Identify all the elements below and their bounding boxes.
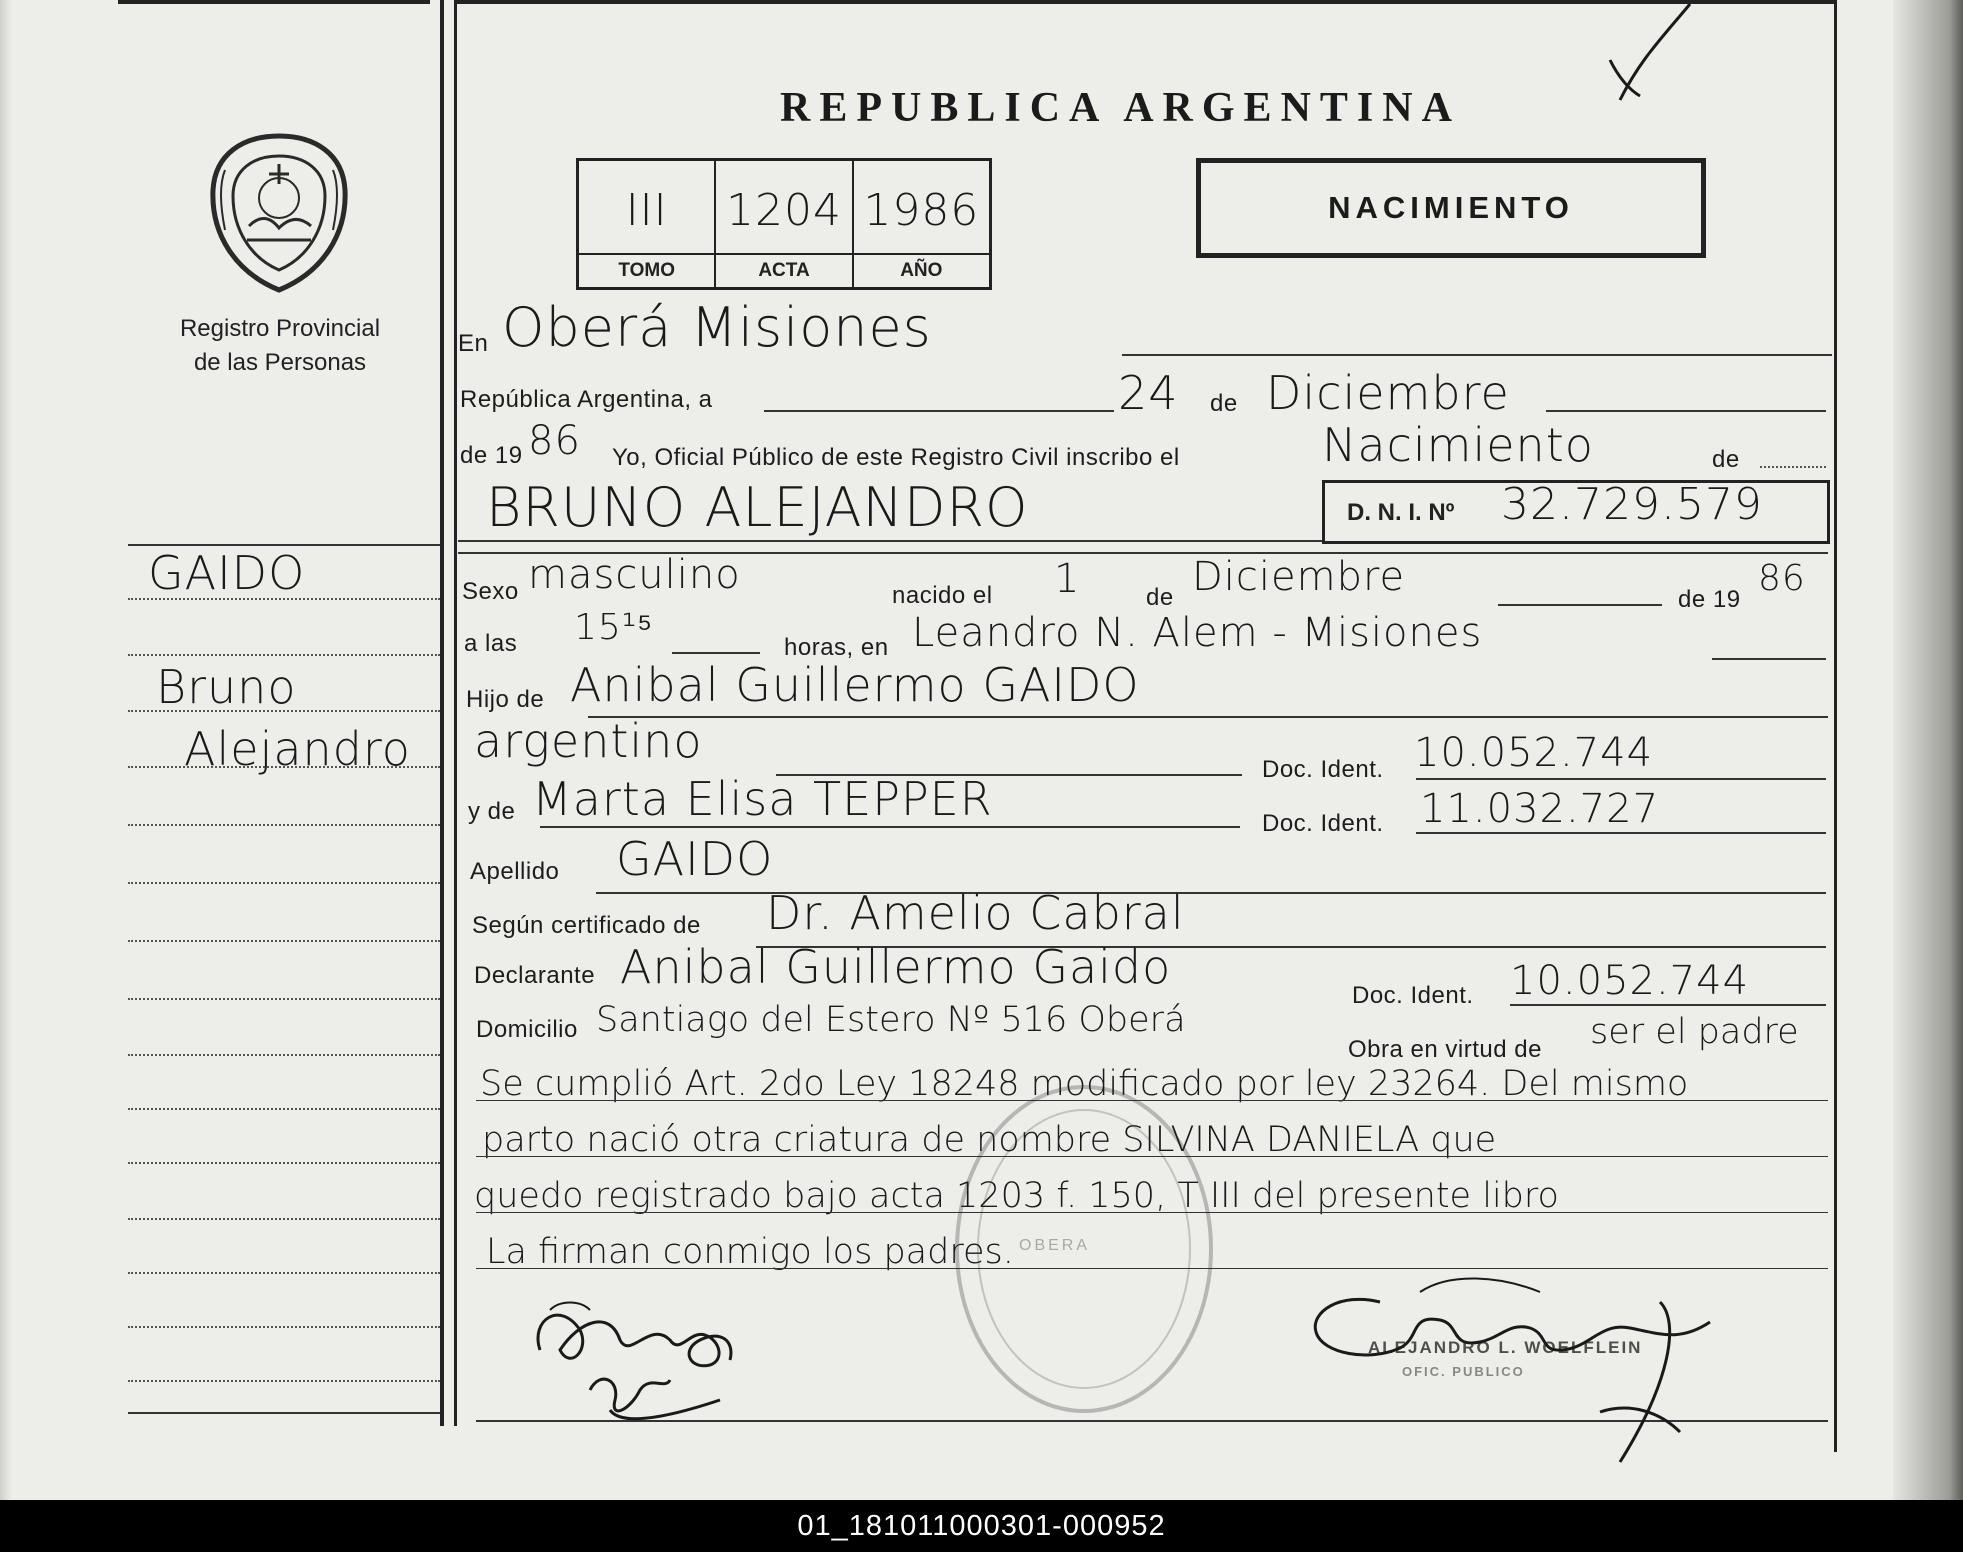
official-title-stamp: OFIC. PUBLICO [1402,1364,1525,1379]
dni-box [1322,480,1830,544]
act-kind-value: Nacimiento [1322,418,1594,472]
act-type-label: NACIMIENTO [1328,190,1574,225]
anio-label: AÑO [854,253,989,287]
birth-month: Diciembre [1192,554,1406,600]
field-line [588,716,1828,718]
margin-name-2: Alejandro [184,722,411,776]
father-doc: 10.052.744 [1414,730,1654,776]
father-name: Anibal Guillermo GAIDO [570,658,1140,712]
de-label: de [1210,390,1238,417]
obra-label: Obra en virtud de [1348,1036,1542,1063]
margin-dotted-line [128,824,440,826]
provincial-seal [205,130,353,295]
de-label: de [1712,446,1740,473]
apellido-label: Apellido [470,858,560,885]
margin-dotted-line [128,710,440,712]
tomo-cell [579,161,716,287]
file-id-label: 01_181011000301-000952 [797,1509,1166,1542]
stamp-text: OBERA [1019,1237,1091,1254]
birth-day: 1 [1054,556,1081,602]
field-line [1760,466,1826,468]
parents-signature [520,1280,760,1430]
note-line-3: quedo registrado bajo acta 1203 f. 150, T III del presente libro [474,1176,1559,1216]
anio-value: 1986 [863,185,980,236]
domicilio-label: Domicilio [476,1016,578,1043]
margin-dotted-line [128,654,440,656]
margin-dotted-line [128,1162,440,1164]
y-de-label: y de [468,798,516,825]
field-line [476,1100,1828,1101]
margin-dotted-line [128,882,440,884]
note-line-4: La firman conmigo los padres. [486,1232,1014,1272]
child-full-name: BRUNO ALEJANDRO [486,476,1029,539]
field-line [1416,832,1826,834]
official-name-stamp: ALEJANDRO L. WOELFLEIN [1368,1338,1643,1357]
tomo-label: TOMO [579,253,714,287]
margin-dotted-line [128,766,440,768]
margin-surname: GAIDO [148,546,306,600]
margin-dotted-line [128,598,440,600]
de-label: de [1146,584,1174,611]
margin-dotted-line [128,1218,440,1220]
top-corner-mark [1580,0,1720,110]
year-label: de 19 [460,442,523,469]
officer-signature [1300,1262,1770,1472]
field-line [1498,604,1662,606]
sexo-value: masculino [528,552,741,598]
margin-dotted-line [128,1272,440,1274]
page-left-edge [0,0,12,1500]
birth-year-suffix: 86 [1758,558,1806,599]
act-type-box [1196,158,1706,258]
birth-year-label: de 19 [1678,586,1741,613]
book-binding-edge [1893,0,1963,1500]
note-line-2: parto nació otra criatura de nombre SILVINA DANIELA que [482,1120,1497,1160]
anio-cell [854,161,989,287]
acta-value: 1204 [726,185,842,236]
father-nationality: argentino [474,714,703,768]
day-value: 24 [1118,366,1179,420]
doc-ident-label: Doc. Ident. [1262,756,1384,783]
tomo-value: III [625,185,668,236]
segun-label: Según certificado de [472,912,701,939]
certificado-value: Dr. Amelio Cabral [766,886,1185,940]
dni-value: 32.729.579 [1501,479,1763,530]
doc-ident-label: Doc. Ident. [1262,810,1384,837]
margin-dotted-line [128,940,440,942]
field-line [1122,354,1832,356]
acta-reference-box [576,158,992,290]
oficial-statement: Yo, Oficial Público de este Registro Civil inscribo el [612,444,1180,471]
field-line [458,540,1322,542]
month-value: Diciembre [1266,366,1510,420]
top-rule-left [118,0,430,4]
registry-title [150,312,410,380]
field-line [1712,658,1826,660]
mother-name: Marta Elisa TEPPER [532,772,993,826]
registry-line-2: de las Personas [193,349,367,376]
note-line-1: Se cumplió Art. 2do Ley 18248 modificado por ley 23264. Del mismo [480,1064,1689,1104]
official-seal-stamp [955,1085,1213,1413]
birth-time: 15¹⁵ [574,607,654,648]
mother-doc: 11.032.727 [1420,786,1660,832]
birth-place: Leandro N. Alem - Misiones [912,610,1483,656]
en-label: En [458,330,489,357]
seal-emblem-icon [205,130,353,295]
horas-label: horas, en [784,634,889,661]
file-caption-bar [0,1500,1963,1552]
margin-dotted-line [128,998,440,1000]
place-value: Oberá Misiones [502,296,932,359]
margin-dotted-line [128,1380,440,1382]
margin-bottom-rule [128,1412,440,1414]
right-frame-line [1834,0,1837,1452]
field-line [672,652,760,654]
declarante-name: Anibal Guillermo Gaido [620,940,1172,994]
hijo-label: Hijo de [466,686,545,713]
field-line [764,410,1114,412]
margin-dotted-line [128,1054,440,1056]
acta-cell [716,161,853,287]
registry-line-1: Registro Provincial [179,315,381,342]
field-line [540,826,1240,828]
declarante-label: Declarante [474,962,596,989]
margin-dotted-line [128,1326,440,1328]
year-suffix: 86 [528,418,581,464]
field-line [1510,1004,1826,1006]
margin-dotted-line [128,1108,440,1110]
country-title: REPUBLICA ARGENTINA [780,85,1461,131]
field-line [1416,778,1826,780]
declarante-doc: 10.052.744 [1510,958,1750,1004]
nacido-label: nacido el [892,582,993,609]
domicilio-value: Santiago del Estero Nº 516 Oberá [596,1000,1186,1040]
obra-value: ser el padre [1590,1012,1799,1052]
acta-label: ACTA [716,253,851,287]
field-line [1546,410,1826,412]
doc-ident-label: Doc. Ident. [1352,982,1474,1009]
apellido-value: GAIDO [616,832,774,886]
dni-label: D. N. I. Nº [1347,499,1455,526]
a-las-label: a las [464,630,518,657]
margin-name-1: Bruno [156,660,297,714]
column-divider-right [454,0,457,1426]
republica-label: República Argentina, a [460,386,713,413]
sexo-label: Sexo [462,578,519,605]
column-divider-left [440,0,444,1426]
